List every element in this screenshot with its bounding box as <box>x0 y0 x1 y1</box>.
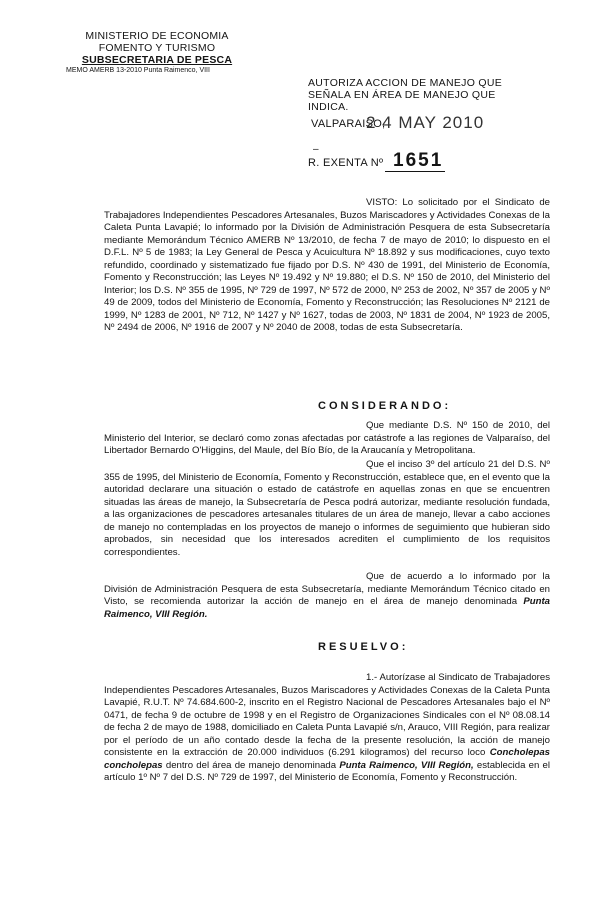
resuelvo-1-part-a: 1.- Autorízase al Sindicato de Trabajadores Independientes Pescadores Artesanales, Buzos Mariscadores y Actividades Conexas de la Caleta Punta Lavapié, R.U.T. Nº 74.684.600-2, inscrito en el Registro Nacional de Pescadores Artesanales bajo el Nº 0471, de fecha 9 de octubre de 1998 y en el Registro de Organizaciones Sindicales con el Nº 08.08.14 de fecha 2 de mayo de 1988, domiciliado en Caleta Punta Lavapié s/n, Arauco, VIII Región, para realizar por el período de un año contado desde la fecha de la presente resolución, la acción de manejo consistente en la extracción de 20.000 individuos (6.291 kilogramos) del recurso loco <box>104 672 550 758</box>
resuelvo-1-text <box>104 672 550 785</box>
ministry-name: MINISTERIO DE ECONOMIA <box>85 30 229 42</box>
subsecretaria-name: SUBSECRETARIA DE PESCA <box>81 54 233 66</box>
considerando-paragraph-3 <box>104 571 550 621</box>
area-name: Punta Raimenco, VIII Región. <box>104 596 550 620</box>
considerando-1-text: Que mediante D.S. Nº 150 de 2010, del Ministerio del Interior, se declaró como zonas afectadas por catástrofe a las regiones de Valparaíso, del Libertador Bernardo O'Higgins, del Maule, del Bío Bío, de la Araucanía y Metropolitana. <box>104 420 550 456</box>
considerando-3-main: Que de acuerdo a lo informado por la División de Administración Pesquera de esta Subsecretaría, mediante Memorándum Técnico citado en Visto, se recomienda autorizar la acción de manejo en el área de manejo denominada <box>104 571 550 607</box>
number-underline <box>385 171 445 172</box>
considerando-heading: CONSIDERANDO: <box>318 400 452 412</box>
memo-reference: MEMO AMERB 13-2010 Punta Raimenco, VIII <box>66 67 210 74</box>
date-stamp: 2 4 MAY 2010 <box>366 113 485 132</box>
resuelvo-1-part-b: dentro del área de manejo denominada <box>162 759 340 771</box>
considerando-2-text: Que el inciso 3º del artículo 21 del D.S. Nº 355 de 1995, del Ministerio de Economía, Fomento y Reconstrucción, establece que, en el evento que la autoridad declarare una situación o estado de catástrofe en aquellas zonas en que se encuentren situadas las áreas de manejo, la Subsecretaría de Pesca podrá autorizar, mediante resolución fundada, a las organizaciones de pescadores artesanales titulares de un área de manejo, llevar a cabo acciones de manejo no contempladas en los proyectos de manejo o informes de seguimiento que hubieran sido aprobados, sin necesidad que los interesados acrediten el cumplimiento de los requisitos correspondientes. <box>104 459 550 558</box>
visto-text: VISTO: Lo solicitado por el Sindicato de Trabajadores Independientes Pescadores Artesanales, Buzos Mariscadores y Actividades Conexas de la Caleta Punta Lavapié; lo informado por la División de Administración Pesquera de esta Subsecretaría mediante Memorándum Técnico AMERB Nº 13/2010, de fecha 7 de mayo de 2010; lo dispuesto en el D.F.L. Nº 5 de 1983; la Ley General de Pesca y Acuicultura Nº 18.892 y sus modificaciones, cuyo texto refundido, coordinado y sistematizado fue fijado por D.S. Nº 430 de 1991, del Ministerio de Economía, Fomento y Reconstrucción; las Leyes Nº 19.492 y Nº 19.880; el D.S. Nº 150 de 2010, del Ministerio del Interior; los D.S. Nº 355 de 1995, Nº 729 de 1997, Nº 572 de 2000, Nº 253 de 2002, Nº 357 de 2005 y Nº 49 de 2009, todos del Ministerio de Economía, Fomento y Reconstrucción; las Resoluciones Nº 2121 de 1999, Nº 1283 de 2001, Nº 712, Nº 1427 y Nº 1627, todas de 2003, Nº 1831 de 2004, Nº 1923 de 2005, Nº 2494 de 2006, Nº 1916 de 2007 y Nº 2040 de 2008, todas de esta Subsecretaría. <box>104 197 550 333</box>
visto-paragraph <box>104 197 550 335</box>
considerando-paragraph-1 <box>104 420 550 458</box>
considerando-paragraph-2 <box>104 459 550 559</box>
species-name: Concholepas concholepas <box>104 747 550 771</box>
resuelvo-heading: RESUELVO: <box>318 641 409 653</box>
area-name-2: Punta Raimenco, VIII Región, <box>339 759 474 771</box>
resolution-number: 1651 <box>393 150 444 171</box>
dash-mark: – <box>313 144 319 155</box>
resuelvo-1-part-c: establecida en el artículo 1º Nº 7 del D.S. Nº 729 de 1997, del Ministerio de Economía, Fomento y Reconstrucción. <box>104 759 551 783</box>
resuelvo-paragraph-1 <box>104 672 550 785</box>
resolution-subject: AUTORIZA ACCION DE MANEJO QUE SEÑALA EN ÁREA DE MANEJO QUE INDICA. <box>308 77 503 113</box>
place-label: VALPARAISO, <box>311 118 386 130</box>
ministry-name-2: FOMENTO Y TURISMO <box>98 42 216 54</box>
resolution-label: R. EXENTA Nº <box>308 157 384 169</box>
considerando-3-text <box>104 571 550 621</box>
